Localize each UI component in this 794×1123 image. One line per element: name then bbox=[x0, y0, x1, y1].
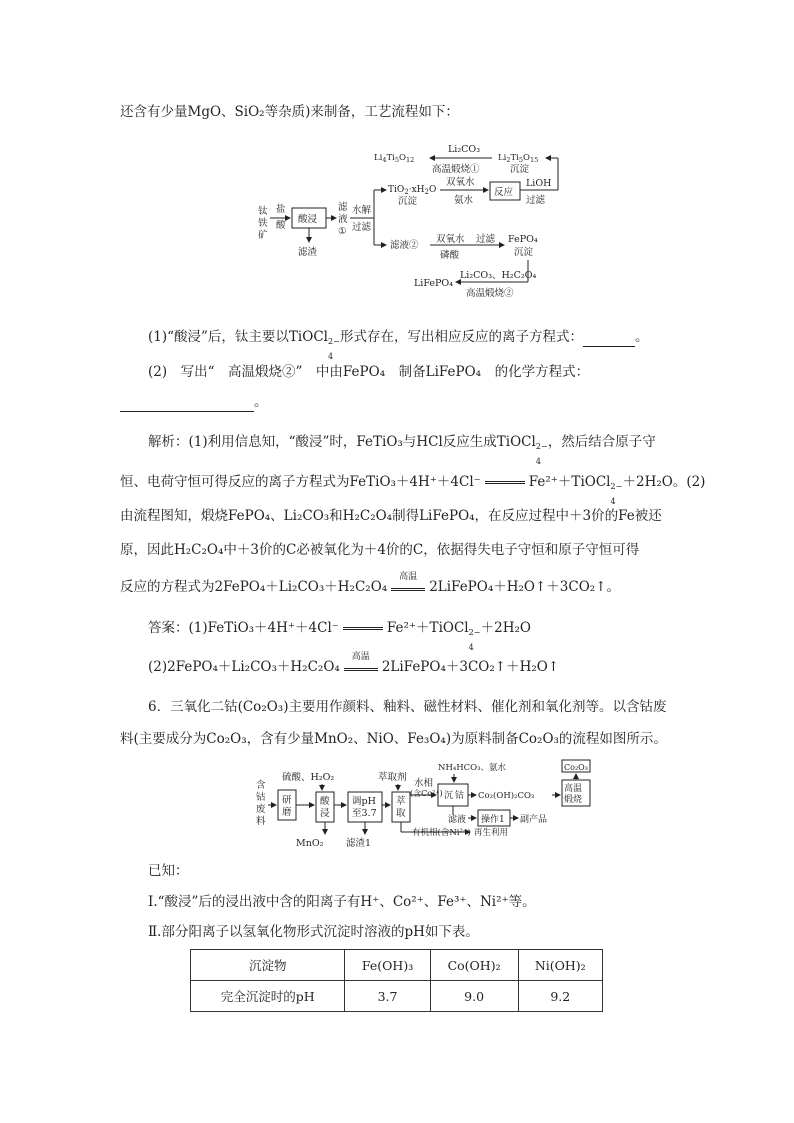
svg-text:TiO2·xH2O: $TiO_2\cdot xH_2O$ bbox=[388, 185, 437, 196]
filtrate-label: 滤液 bbox=[448, 815, 467, 825]
leach2-1: 酸 bbox=[320, 796, 330, 807]
flowchart-co2o3 bbox=[0, 752, 794, 852]
fepo4-label: FePO₄ bbox=[508, 234, 538, 245]
q1-tail: 形式存在，写出相应反应的离子方程式： bbox=[339, 329, 583, 345]
grind-1: 研 bbox=[282, 795, 292, 806]
li2co3-top-label: Li₂CO₃ bbox=[448, 144, 481, 155]
filtrate1-3: ① bbox=[338, 226, 347, 237]
known-1: Ⅰ.“酸浸”后的浸出液中含的阳离子有H⁺、Co²⁺、Fe³⁺、Ni²⁺等。 bbox=[148, 894, 536, 910]
answer-text-2b: 2LiFePO₄＋3CO₂↑＋H₂O↑ bbox=[381, 659, 560, 675]
question-1: (1)“酸浸”后，钛主要以TiOCl 2− 4 形式存在，写出相应反应的离子方程式： 。 bbox=[148, 329, 649, 361]
filter-label: 过滤 bbox=[352, 222, 372, 233]
co2o3-box: Co₂O₃ bbox=[564, 763, 588, 772]
analysis-line-2: 恒、电荷守恒可得反应的离子方程式为FeTiO₃＋4H⁺＋4Cl⁻ Fe²⁺＋TiOCl 2− 4 ＋2H₂O。(2) bbox=[120, 474, 706, 506]
residue1-label: 滤渣1 bbox=[346, 838, 372, 849]
calc1-label: 高温煅烧① bbox=[432, 164, 480, 175]
reagents2-label: Li₂CO₃、H₂C₂O₄ bbox=[460, 270, 537, 281]
leach-box: 酸浸 bbox=[298, 214, 318, 225]
product-label: Co₂(OH)₂CO₃ bbox=[478, 791, 535, 801]
ore-label-2: 铁 bbox=[258, 218, 268, 229]
table-header-cell: Co(OH)₂ bbox=[430, 950, 518, 981]
react-box: 反应 bbox=[494, 187, 514, 198]
reuse-label: 再生利用 bbox=[474, 828, 509, 838]
analysis-line-4: 原，因此H₂C₂O₄中＋3价的C必被氧化为＋4价的C，依据得失电子守恒和原子守恒可得 bbox=[120, 542, 640, 558]
calcine-2: 煅烧 bbox=[564, 795, 583, 805]
precip-co-1: 沉 bbox=[444, 791, 454, 801]
table-cell: 3.7 bbox=[345, 981, 430, 1012]
answer-line-1: 答案：(1)FeTiO₃＋4H⁺＋4Cl⁻ Fe²⁺＋TiOCl 2− 4 ＋2H₂O bbox=[148, 620, 531, 652]
precip-co-2: 钴 bbox=[455, 791, 465, 801]
analysis-text-5b: 2LiFePO₄＋H₂O↑＋3CO₂↑。 bbox=[429, 579, 621, 595]
analysis-line-3: 由流程图知，煅烧FePO₄、Li₂CO₃和H₂C₂O₄制得LiFePO₄，在反应过程中＋3价的Fe被还 bbox=[120, 508, 662, 524]
byproduct-label: 副产品 bbox=[520, 815, 548, 825]
known-2: Ⅱ.部分阳离子以氢氧化物形式沉淀时溶液的pH如下表。 bbox=[148, 924, 479, 940]
filter3-label: 过滤 bbox=[476, 234, 496, 245]
answer-line-2 bbox=[148, 652, 708, 677]
table-cell: 9.2 bbox=[518, 981, 602, 1012]
h2o2-top-label: 双氧水 bbox=[446, 177, 475, 188]
table-cell: 完全沉淀时的pH bbox=[191, 981, 345, 1012]
precipitation-ph-table bbox=[190, 949, 603, 1012]
mno2-label: MnO₂ bbox=[296, 838, 324, 849]
extractant-label: 萃取剂 bbox=[378, 772, 407, 783]
svg-text:Li2Ti5O15: $Li_2Ti_5O_{15}$ bbox=[498, 153, 539, 164]
filtrate2-label: 滤液② bbox=[390, 240, 419, 251]
raw-4: 料 bbox=[256, 816, 266, 827]
adjust-2: 至3.7 bbox=[352, 808, 377, 819]
table-row bbox=[191, 981, 603, 1012]
filter2-label: 过滤 bbox=[526, 195, 546, 206]
high-temp-condition: 高温 bbox=[391, 580, 425, 591]
leach2-2: 浸 bbox=[320, 808, 330, 819]
adjust-1: 调pH bbox=[352, 796, 376, 807]
aqueous-1: 水相 bbox=[414, 778, 434, 789]
answer-text-2a: (2)2FePO₄＋Li₂CO₃＋H₂C₂O₄ bbox=[148, 659, 340, 675]
filtrate1-1: 滤 bbox=[338, 202, 348, 213]
known-heading: 已知： bbox=[148, 863, 189, 879]
analysis-line-5 bbox=[120, 572, 680, 597]
analysis-text-2b: Fe²⁺＋TiOCl bbox=[528, 474, 611, 490]
table-header-cell: Fe(OH)₃ bbox=[345, 950, 430, 981]
li2ti5-precip-label: 沉淀 bbox=[510, 164, 530, 175]
table-cell: 9.0 bbox=[430, 981, 518, 1012]
svg-text:Li4Ti5O12: $Li_4Ti_5O_{12}$ bbox=[374, 153, 415, 164]
acid-reagents-label: 硫酸、H₂O₂ bbox=[282, 772, 335, 783]
flowchart-lifepo4 bbox=[0, 140, 794, 310]
aqueous-2: (含Co²⁺) bbox=[410, 789, 443, 798]
analysis-text-1: 解析：(1)利用信息知，“酸浸”时，FeTiO₃与HCl反应生成TiOCl bbox=[148, 434, 536, 450]
lifepo4-label: LiFePO₄ bbox=[414, 278, 454, 289]
calcine-1: 高温 bbox=[564, 784, 583, 794]
h2o2-2-label: 双氧水 bbox=[436, 234, 465, 245]
extract-2: 取 bbox=[396, 808, 406, 819]
residue-label: 滤渣 bbox=[298, 247, 318, 258]
nh3-label: 氨水 bbox=[454, 195, 474, 206]
raw-3: 废 bbox=[256, 804, 266, 815]
answer-text-1a: 答案：(1)FeTiO₃＋4H⁺＋4Cl⁻ bbox=[148, 620, 339, 636]
analysis-line-1: 解析：(1)利用信息知，“酸浸”时，FeTiO₃与HCl反应生成TiOCl 2− 4 ，然后结合原子守 bbox=[148, 434, 656, 466]
hydrolysis-label: 水解 bbox=[352, 205, 372, 216]
question-6-line-1: 6．三氧化二钴(Co₂O₃)主要用作颜料、釉料、磁性材料、催化剂和氧化剂等。以含钴废 bbox=[148, 699, 667, 715]
answer-text-1c: ＋2H₂O bbox=[480, 620, 531, 636]
question-2: (2) 写出“ 高温煅烧②” 中由FePO₄ 制备LiFePO₄ 的化学方程式： bbox=[148, 364, 590, 380]
table-header-cell: Ni(OH)₂ bbox=[518, 950, 602, 981]
answer-blank-2[interactable] bbox=[120, 411, 254, 412]
q1-text: (1)“酸浸”后，钛主要以TiOCl bbox=[148, 329, 328, 345]
analysis-text-5a: 反应的方程式为2FePO₄＋Li₂CO₃＋H₂C₂O₄ bbox=[120, 579, 388, 595]
phosphoric-label: 磷酸 bbox=[440, 250, 460, 261]
equals-sign bbox=[485, 481, 525, 484]
table-header-row bbox=[191, 950, 603, 981]
extract-1: 萃 bbox=[396, 796, 406, 807]
hcl-label-1: 盐 bbox=[276, 204, 286, 215]
hcl-label-2: 酸 bbox=[276, 220, 286, 231]
intro-text: 还含有少量MgO、SiO₂等杂质)来制备，工艺流程如下： bbox=[120, 104, 459, 120]
calc2-label: 高温煅烧② bbox=[466, 288, 514, 299]
tio2-precip-label: 沉淀 bbox=[398, 196, 418, 207]
analysis-text-1b: ，然后结合原子守 bbox=[547, 434, 656, 450]
analysis-text-2c: ＋2H₂O。(2) bbox=[622, 474, 706, 490]
op1-box: 操作1 bbox=[481, 815, 505, 825]
raw-2: 钴 bbox=[256, 792, 266, 803]
filtrate1-2: 液 bbox=[338, 214, 348, 225]
ore-label-3: 矿 bbox=[258, 230, 268, 241]
co-reagents-label: NH₄HCO₃、氨水 bbox=[438, 763, 507, 773]
answer-text-1b: Fe²⁺＋TiOCl bbox=[386, 620, 469, 636]
equals-sign bbox=[343, 627, 383, 630]
raw-1: 含 bbox=[256, 780, 266, 791]
grind-2: 磨 bbox=[282, 807, 292, 818]
ore-label-1: 钛 bbox=[258, 206, 268, 217]
question-6-line-2: 料(主要成分为Co₂O₃，含有少量MnO₂、NiO、Fe₃O₄)为原料制备Co₂O₃的流程如图所示。 bbox=[120, 731, 667, 747]
organic-label: 有机相(含Ni²⁺) bbox=[412, 828, 471, 838]
answer-blank-1[interactable] bbox=[583, 346, 635, 347]
high-temp-condition: 高温 bbox=[344, 660, 378, 671]
analysis-text-2a: 恒、电荷守恒可得反应的离子方程式为FeTiO₃＋4H⁺＋4Cl⁻ bbox=[120, 474, 481, 490]
lioh-label: LiOH bbox=[526, 178, 552, 189]
table-header-cell: 沉淀物 bbox=[191, 950, 345, 981]
fepo4-precip-label: 沉淀 bbox=[514, 247, 534, 258]
question-2-blank: 。 bbox=[120, 392, 680, 412]
